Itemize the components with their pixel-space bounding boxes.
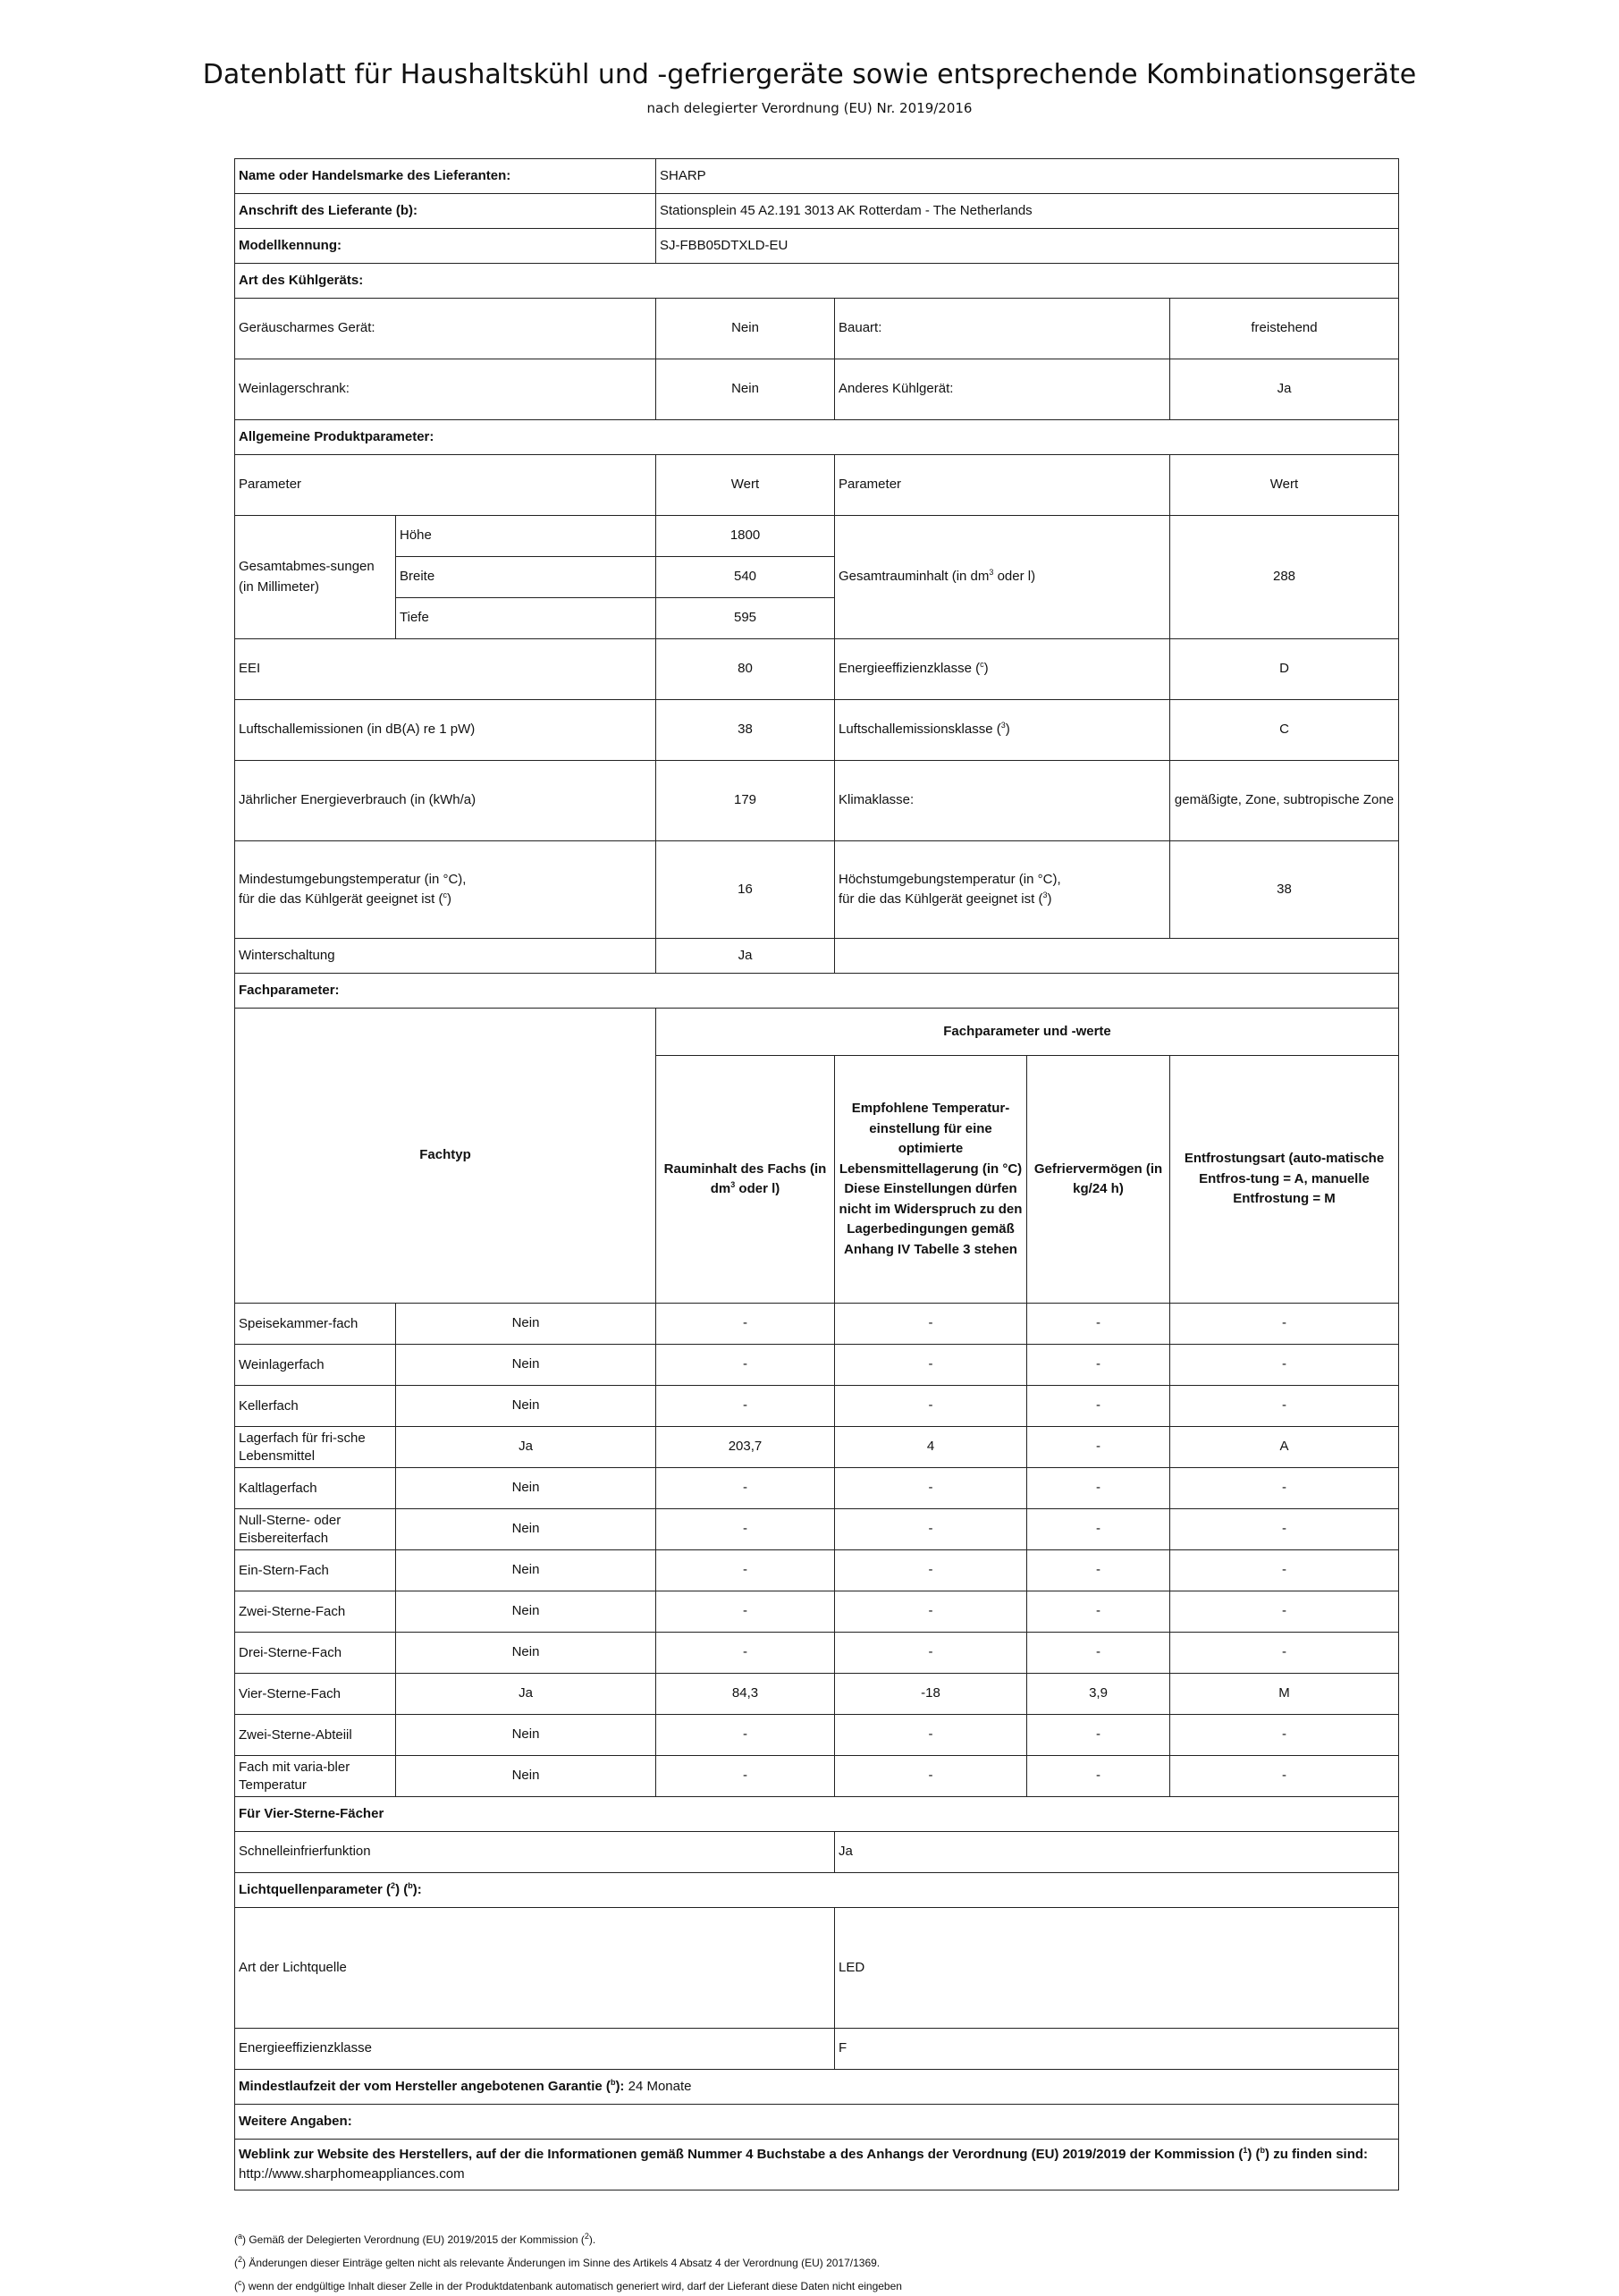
compartment-volume: - bbox=[656, 1386, 835, 1427]
col-defrost-header: Entfrostungsart (auto-matische Entfros-tung = A, manuelle Entfrostung = M bbox=[1170, 1056, 1399, 1304]
compartment-volume: - bbox=[656, 1304, 835, 1345]
compartment-defrost: - bbox=[1170, 1715, 1399, 1756]
param-header-right: Parameter bbox=[835, 455, 1170, 516]
compartment-name: Vier-Sterne-Fach bbox=[235, 1674, 396, 1715]
col-temp-header: Empfohlene Temperatur-einstellung für eine optimierte Lebensmittellagerung (in °C) Diese Einstellungen dürfen nicht im Widerspruch zu den Lagerbedingungen gemäß Anhang IV Tabelle 3 stehen bbox=[835, 1056, 1027, 1304]
compartment-temp: 4 bbox=[835, 1427, 1027, 1468]
supplier-address-value: Stationsplein 45 A2.191 3013 AK Rotterdam - The Netherlands bbox=[656, 194, 1399, 229]
compartment-defrost: - bbox=[1170, 1386, 1399, 1427]
energy-class-value: D bbox=[1170, 639, 1399, 700]
compartment-freeze: - bbox=[1027, 1386, 1170, 1427]
compartment-present: Ja bbox=[396, 1427, 656, 1468]
compartment-defrost: - bbox=[1170, 1591, 1399, 1633]
compartment-present: Nein bbox=[396, 1345, 656, 1386]
total-volume-label: Gesamtrauminhalt (in $dm^3$ oder l) bbox=[835, 516, 1170, 639]
compartment-type-header: Fachtyp bbox=[235, 1009, 656, 1304]
footnotes bbox=[234, 2226, 1398, 2296]
compartment-temp: - bbox=[835, 1304, 1027, 1345]
energy-class-label: Energieeffizienzklasse ($^c$) bbox=[835, 639, 1170, 700]
wine-cabinet-value: Nein bbox=[656, 359, 835, 420]
max-temp-label: Höchstumgebungstemperatur (in °C), für die das Kühlgerät geeignet ist ($^3$) bbox=[835, 841, 1170, 939]
wine-cabinet-label: Weinlagerschrank: bbox=[235, 359, 656, 420]
compartment-row bbox=[235, 1715, 1399, 1756]
winter-label: Winterschaltung bbox=[235, 939, 656, 974]
compartment-temp: - bbox=[835, 1591, 1027, 1633]
compartment-name: Weinlagerfach bbox=[235, 1345, 396, 1386]
dimensions-label: Gesamtabmes-sungen (in Millimeter) bbox=[235, 516, 396, 639]
compartment-row bbox=[235, 1386, 1399, 1427]
compartment-defrost: - bbox=[1170, 1509, 1399, 1550]
datasheet-table bbox=[234, 158, 1399, 2190]
compartment-temp: - bbox=[835, 1633, 1027, 1674]
compartment-row bbox=[235, 1756, 1399, 1797]
compartment-name: Kellerfach bbox=[235, 1386, 396, 1427]
compartment-freeze: - bbox=[1027, 1591, 1170, 1633]
compartment-temp: - bbox=[835, 1715, 1027, 1756]
fast-freeze-label: Schnelleinfrierfunktion bbox=[235, 1832, 835, 1873]
compartment-name: Ein-Stern-Fach bbox=[235, 1550, 396, 1591]
compartment-row bbox=[235, 1633, 1399, 1674]
value-header-left: Wert bbox=[656, 455, 835, 516]
low-noise-value: Nein bbox=[656, 299, 835, 359]
compartment-temp: - bbox=[835, 1468, 1027, 1509]
col-freeze-header: Gefriervermögen (in kg/24 h) bbox=[1027, 1056, 1170, 1304]
compartment-defrost: A bbox=[1170, 1427, 1399, 1468]
light-heading: Lichtquellenparameter ($^2$) ($^b$): bbox=[235, 1873, 1399, 1908]
min-temp-label: Mindestumgebungstemperatur (in °C), für die das Kühlgerät geeignet ist ($^c$) bbox=[235, 841, 656, 939]
compartment-name: Null-Sterne- oder Eisbereiterfach bbox=[235, 1509, 396, 1550]
compartment-name: Speisekammer-fach bbox=[235, 1304, 396, 1345]
noise-value: 38 bbox=[656, 700, 835, 761]
compartment-temp: -18 bbox=[835, 1674, 1027, 1715]
compartment-rows bbox=[235, 1304, 1399, 1797]
design-label: Bauart: bbox=[835, 299, 1170, 359]
page-title: Datenblatt für Haushaltskühl und -gefriergeräte sowie entsprechende Kombinationsgeräte bbox=[202, 59, 1417, 90]
compartment-temp: - bbox=[835, 1509, 1027, 1550]
compartment-row bbox=[235, 1468, 1399, 1509]
compartment-defrost: M bbox=[1170, 1674, 1399, 1715]
max-temp-value: 38 bbox=[1170, 841, 1399, 939]
further-heading: Weitere Angaben: bbox=[235, 2105, 1399, 2140]
compartment-name: Drei-Sterne-Fach bbox=[235, 1633, 396, 1674]
compartment-present: Nein bbox=[396, 1633, 656, 1674]
compartment-defrost: - bbox=[1170, 1345, 1399, 1386]
compartment-volume: - bbox=[656, 1756, 835, 1797]
compartment-name: Lagerfach für fri-sche Lebensmittel bbox=[235, 1427, 396, 1468]
annual-energy-label: Jährlicher Energieverbrauch (in (kWh/a) bbox=[235, 761, 656, 841]
footnote-2: ($^2$) Änderungen dieser Einträge gelten nicht als relevante Änderungen im Sinne des Artikels 4 Absatz 4 der Verordnung (EU) 2017/1369. bbox=[234, 2255, 881, 2269]
weblink-label: Weblink zur Website des Herstellers, auf der die Informationen gemäß Nummer 4 Buchstabe a des Anhangs der Verordnung (EU) 2019/2019 der Kommission ($^1$) ($^b$) zu finden sind: bbox=[239, 2145, 1369, 2162]
compartment-row bbox=[235, 1550, 1399, 1591]
annual-energy-value: 179 bbox=[656, 761, 835, 841]
compartment-volume: 84,3 bbox=[656, 1674, 835, 1715]
compartment-freeze: - bbox=[1027, 1756, 1170, 1797]
compartment-defrost: - bbox=[1170, 1633, 1399, 1674]
compartment-volume: - bbox=[656, 1468, 835, 1509]
compartment-present: Nein bbox=[396, 1509, 656, 1550]
compartment-present: Nein bbox=[396, 1468, 656, 1509]
value-header-right: Wert bbox=[1170, 455, 1399, 516]
model-label: Modellkennung: bbox=[235, 229, 656, 264]
param-header-left: Parameter bbox=[235, 455, 656, 516]
light-type-value: LED bbox=[835, 1908, 1399, 2029]
warranty-value: 24 Monate bbox=[628, 2078, 692, 2094]
page-subtitle: nach delegierter Verordnung (EU) Nr. 2019/2016 bbox=[646, 100, 973, 116]
supplier-name-label: Name oder Handelsmarke des Lieferanten: bbox=[235, 159, 656, 194]
compartment-volume: - bbox=[656, 1591, 835, 1633]
width-label: Breite bbox=[396, 557, 656, 598]
compartment-temp: - bbox=[835, 1386, 1027, 1427]
supplier-address-label: Anschrift des Lieferante (b): bbox=[235, 194, 656, 229]
compartment-defrost: - bbox=[1170, 1304, 1399, 1345]
compartment-present: Nein bbox=[396, 1756, 656, 1797]
compartment-name: Zwei-Sterne-Fach bbox=[235, 1591, 396, 1633]
winter-value: Ja bbox=[656, 939, 835, 974]
winter-empty bbox=[835, 939, 1399, 974]
warranty-label: Mindestlaufzeit der vom Hersteller angebotenen Garantie ($^b$): bbox=[239, 2077, 625, 2094]
four-star-heading: Für Vier-Sterne-Fächer bbox=[235, 1797, 1399, 1832]
compartment-defrost: - bbox=[1170, 1756, 1399, 1797]
compartment-row bbox=[235, 1591, 1399, 1633]
noise-label: Luftschallemissionen (in dB(A) re 1 pW) bbox=[235, 700, 656, 761]
compartment-group-header: Fachparameter und -werte bbox=[656, 1009, 1399, 1056]
compartment-row bbox=[235, 1427, 1399, 1468]
compartment-name: Fach mit varia-bler Temperatur bbox=[235, 1756, 396, 1797]
compartment-present: Nein bbox=[396, 1715, 656, 1756]
compartment-freeze: 3,9 bbox=[1027, 1674, 1170, 1715]
compartment-volume: - bbox=[656, 1345, 835, 1386]
eei-value: 80 bbox=[656, 639, 835, 700]
width-value: 540 bbox=[656, 557, 835, 598]
total-volume-value: 288 bbox=[1170, 516, 1399, 639]
compartment-freeze: - bbox=[1027, 1715, 1170, 1756]
compartment-row bbox=[235, 1509, 1399, 1550]
footnote-c: ($^c$) wenn der endgültige Inhalt dieser Zelle in der Produktdatenbank automatisch generiert wird, darf der Lieferant diese Daten nicht eingeben bbox=[234, 2278, 902, 2292]
appliance-type-heading: Art des Kühlgeräts: bbox=[235, 264, 1399, 299]
compartment-name: Kaltlagerfach bbox=[235, 1468, 396, 1509]
other-appliance-label: Anderes Kühlgerät: bbox=[835, 359, 1170, 420]
compartment-freeze: - bbox=[1027, 1427, 1170, 1468]
compartment-temp: - bbox=[835, 1550, 1027, 1591]
fast-freeze-value: Ja bbox=[835, 1832, 1399, 1873]
low-noise-label: Geräuscharmes Gerät: bbox=[235, 299, 656, 359]
eei-label: EEI bbox=[235, 639, 656, 700]
compartment-name: Zwei-Sterne-Abteiil bbox=[235, 1715, 396, 1756]
compartment-volume: - bbox=[656, 1715, 835, 1756]
compartment-row bbox=[235, 1674, 1399, 1715]
compartment-present: Nein bbox=[396, 1386, 656, 1427]
compartment-freeze: - bbox=[1027, 1304, 1170, 1345]
height-label: Höhe bbox=[396, 516, 656, 557]
compartment-freeze: - bbox=[1027, 1509, 1170, 1550]
warranty-row bbox=[235, 2070, 1399, 2105]
compartment-present: Nein bbox=[396, 1550, 656, 1591]
compartment-present: Nein bbox=[396, 1591, 656, 1633]
weblink-link[interactable]: http://www.sharphomeappliances.com bbox=[239, 2166, 465, 2182]
compartments-heading: Fachparameter: bbox=[235, 974, 1399, 1009]
compartment-freeze: - bbox=[1027, 1345, 1170, 1386]
model-value: SJ-FBB05DTXLD-EU bbox=[656, 229, 1399, 264]
compartment-present: Nein bbox=[396, 1304, 656, 1345]
compartment-freeze: - bbox=[1027, 1633, 1170, 1674]
compartment-volume: - bbox=[656, 1509, 835, 1550]
compartment-defrost: - bbox=[1170, 1550, 1399, 1591]
noise-class-value: C bbox=[1170, 700, 1399, 761]
compartment-volume: 203,7 bbox=[656, 1427, 835, 1468]
compartment-temp: - bbox=[835, 1345, 1027, 1386]
depth-value: 595 bbox=[656, 598, 835, 639]
light-class-value: F bbox=[835, 2029, 1399, 2070]
supplier-name-value: SHARP bbox=[656, 159, 1399, 194]
footnote-a: ($^a$) Gemäß der Delegierten Verordnung (EU) 2019/2015 der Kommission ($^2$). bbox=[234, 2232, 596, 2246]
climate-class-value: gemäßigte, Zone, subtropische Zone bbox=[1170, 761, 1399, 841]
compartment-temp: - bbox=[835, 1756, 1027, 1797]
noise-class-label: Luftschallemissionsklasse ($^3$) bbox=[835, 700, 1170, 761]
other-appliance-value: Ja bbox=[1170, 359, 1399, 420]
light-type-label: Art der Lichtquelle bbox=[235, 1908, 835, 2029]
compartment-row bbox=[235, 1345, 1399, 1386]
compartment-volume: - bbox=[656, 1633, 835, 1674]
light-class-label: Energieeffizienzklasse bbox=[235, 2029, 835, 2070]
min-temp-value: 16 bbox=[656, 841, 835, 939]
compartment-present: Ja bbox=[396, 1674, 656, 1715]
compartment-row bbox=[235, 1304, 1399, 1345]
general-heading: Allgemeine Produktparameter: bbox=[235, 420, 1399, 455]
depth-label: Tiefe bbox=[396, 598, 656, 639]
col-volume-header: Rauminhalt des Fachs (in $dm^3$ oder l) bbox=[656, 1056, 835, 1304]
compartment-freeze: - bbox=[1027, 1468, 1170, 1509]
weblink-row bbox=[235, 2140, 1399, 2190]
design-value: freistehend bbox=[1170, 299, 1399, 359]
compartment-volume: - bbox=[656, 1550, 835, 1591]
height-value: 1800 bbox=[656, 516, 835, 557]
climate-class-label: Klimaklasse: bbox=[835, 761, 1170, 841]
compartment-defrost: - bbox=[1170, 1468, 1399, 1509]
compartment-freeze: - bbox=[1027, 1550, 1170, 1591]
